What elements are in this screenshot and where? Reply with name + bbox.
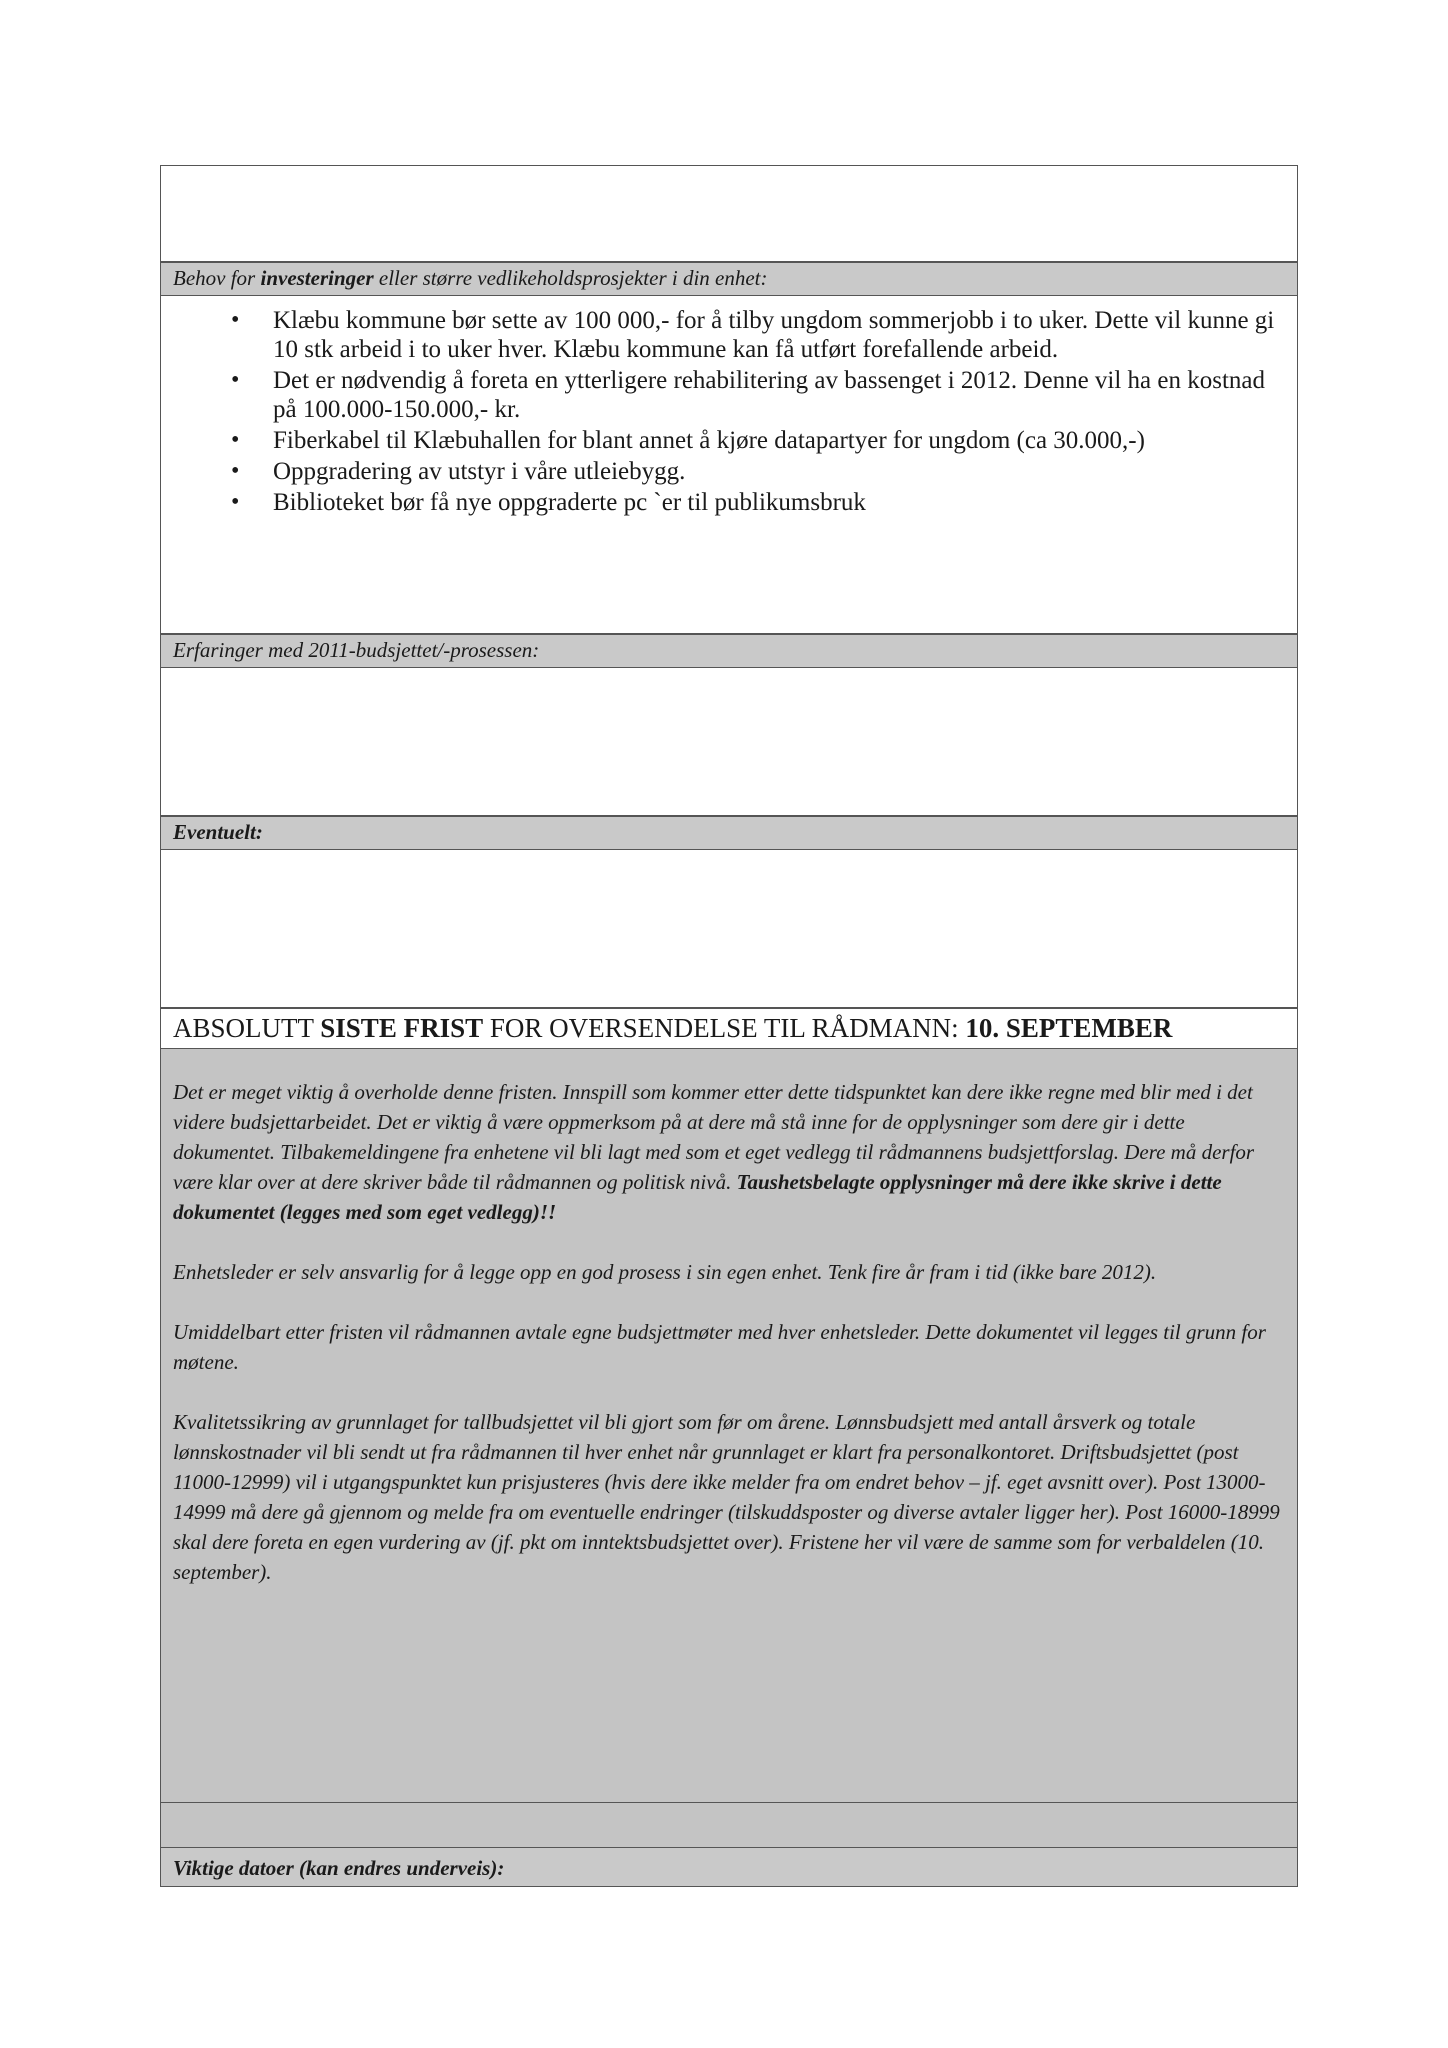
deadline-text-1: ABSOLUTT (173, 1013, 321, 1043)
instructions-paragraph-1 (173, 1077, 1285, 1227)
investments-header (160, 261, 1298, 296)
instructions-paragraph-4: Kvalitetssikring av grunnlaget for tallbudsjettet vil bli gjort som før om årene. Lønnsbudsjett med antall årsverk og totale lønnskostnader vil bli sendt ut fra rådmannen til hver enhet når grunnlaget er klart fra personalkontoret. Driftsbudsjettet (post 11000-12999) vil i utgangspunktet kun prisjusteres (hvis dere ikke melder fra om endret behov – jf. eget avsnitt over). Post 13000-14999 må dere gå gjennom og melde fra om eventuelle endringer (tilskuddsposter og diverse avtaler ligger her). Post 16000-18999 skal dere foreta en egen vurdering av (jf. pkt om inntektsbudsjettet over). Fristene her vil være de samme som for verbaldelen (10. september). (173, 1409, 1280, 1584)
list-item: • Oppgradering av utstyr i våre utleiebygg. (273, 457, 1285, 486)
investments-list-box (160, 295, 1298, 635)
experience-field (160, 667, 1298, 817)
list-item: • Klæbu kommune bør sette av 100 000,- for å tilby ungdom sommerjobb i to uker. Dette vil kunne gi 10 stk arbeid i to uker hver. Klæbu kommune kan få utført forefallende arbeid. (273, 306, 1285, 364)
eventuelt-field (160, 849, 1298, 1009)
experience-header: Erfaringer med 2011-budsjettet/-prosessen: (160, 633, 1298, 668)
deadline-date: 10. SEPTEMBER (965, 1013, 1173, 1043)
important-dates-header: Viktige datoer (kan endres underveis): (160, 1847, 1298, 1887)
eventuelt-header-text: Eventuelt: (173, 820, 263, 844)
investments-header-text-1: Behov for (173, 266, 261, 290)
grey-spacer-row (160, 1802, 1298, 1848)
deadline-text-2: FOR OVERSENDELSE TIL RÅDMANN: (483, 1013, 966, 1043)
investments-list (173, 306, 1285, 517)
instructions-p1-text: Det er meget viktig å overholde denne fristen. Innspill som kommer etter dette tidspunktet kan dere ikke regne med blir med i det videre budsjettarbeidet. Det er viktig å være oppmerksom på at dere må stå inne for de opplysninger som dere gir i dette dokumentet. Tilbakemeldingene fra enhetene vil bli lagt med som et eget vedlegg til rådmannens budsjettforslag. Dere må derfor være klar over at dere skriver både til rådmannen og politisk nivå. (173, 1079, 1255, 1194)
empty-field-top (160, 165, 1298, 263)
investments-header-bold: investeringer (260, 266, 374, 290)
list-item: • Fiberkabel til Klæbuhallen for blant annet å kjøre datapartyer for ungdom (ca 30.000,-) (273, 426, 1285, 455)
instructions-paragraph-3: Umiddelbart etter fristen vil rådmannen avtale egne budsjettmøter med hver enhetsleder. Dette dokumentet vil legges til grunn for møtene. (173, 1319, 1266, 1374)
investments-header-text-2: eller større vedlikeholdsprosjekter i din enhet: (373, 266, 768, 290)
list-item: • Biblioteket bør få nye oppgraderte pc `er til publikumsbruk (273, 488, 1285, 517)
budget-form (160, 166, 1298, 1887)
eventuelt-header (160, 815, 1298, 850)
deadline-text-bold-1: SISTE FRIST (320, 1013, 484, 1043)
list-item: • Det er nødvendig å foreta en ytterligere rehabilitering av bassenget i 2012. Denne vil ha en kostnad på 100.000-150.000,- kr. (273, 366, 1285, 424)
instructions-paragraph-2: Enhetsleder er selv ansvarlig for å legge opp en god prosess i sin egen enhet. Tenk fire år fram i tid (ikke bare 2012). (173, 1259, 1157, 1284)
instructions-p1-warning: Taushetsbelagte opplysninger må dere ikke skrive i dette dokumentet (legges med som eget vedlegg)!! (173, 1169, 1222, 1224)
deadline-banner (160, 1007, 1298, 1049)
instructions-box (160, 1048, 1298, 1804)
